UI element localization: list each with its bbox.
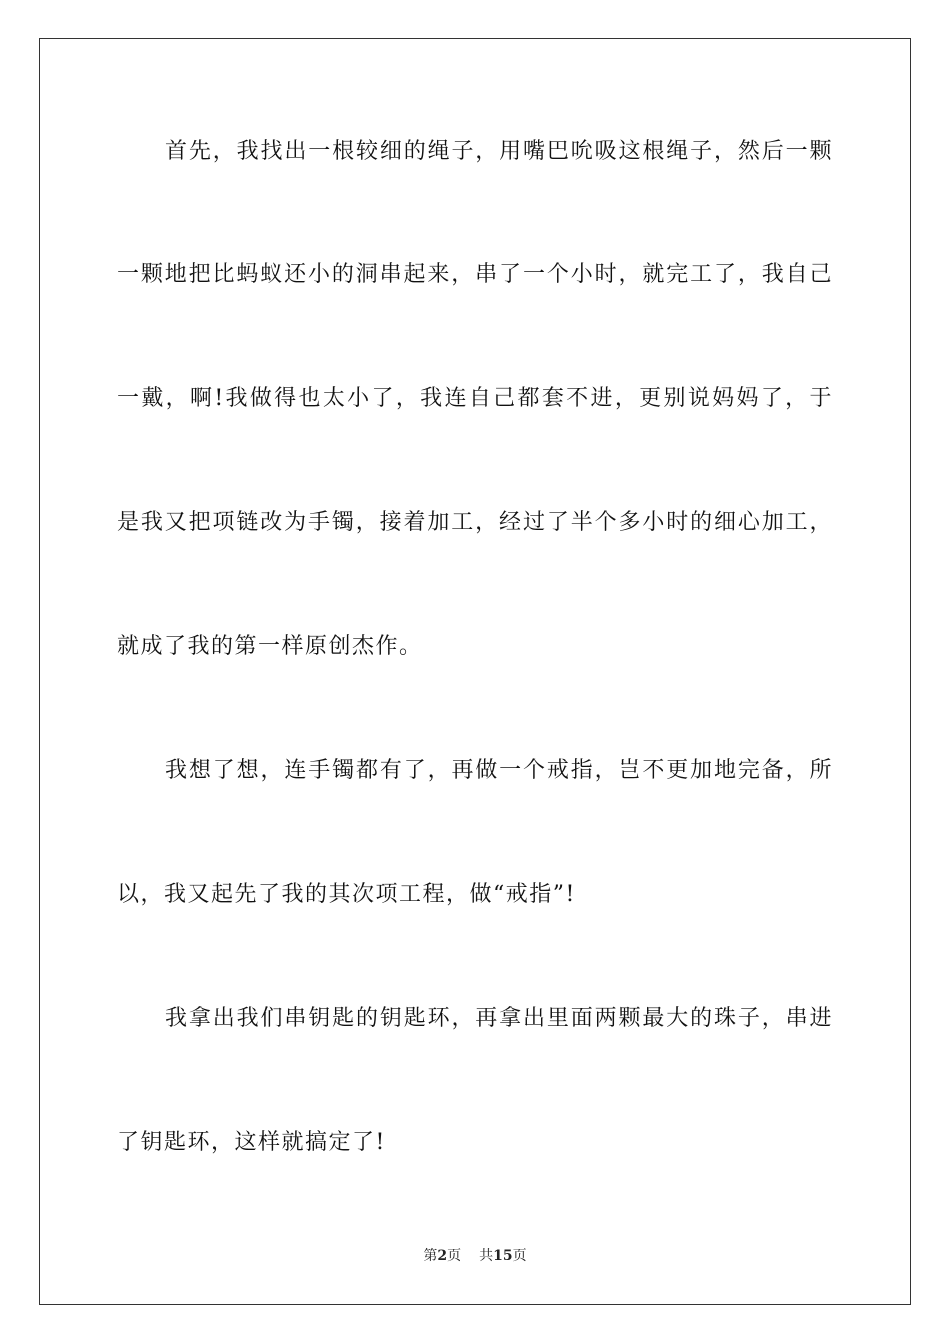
page-suffix: 页 xyxy=(447,1248,462,1264)
paragraph-1-line-3: 一戴，啊!我做得也太小了，我连自己都套不进，更别说妈妈了，于 xyxy=(117,386,833,411)
paragraph-1-line-4: 是我又把项链改为手镯，接着加工，经过了半个多小时的细心加工， xyxy=(117,510,833,535)
paragraph-2-line-2: 以，我又起先了我的其次项工程，做“戒指”! xyxy=(117,882,576,907)
total-prefix: 共 xyxy=(479,1248,494,1264)
paragraph-1-line-2: 一颗地把比蚂蚁还小的洞串起来，串了一个小时，就完工了，我自己 xyxy=(117,262,833,287)
paragraph-1-line-5: 就成了我的第一样原创杰作。 xyxy=(117,634,423,659)
page-border xyxy=(39,38,911,1305)
paragraph-3-line-2: 了钥匙环，这样就搞定了! xyxy=(117,1130,386,1155)
total-pages: 15 xyxy=(493,1248,513,1264)
page-number: 2 xyxy=(437,1248,448,1264)
paragraph-3-line-1: 我拿出我们串钥匙的钥匙环，再拿出里面两颗最大的珠子，串进 xyxy=(165,1006,833,1031)
page-prefix: 第 xyxy=(423,1248,438,1264)
total-suffix: 页 xyxy=(512,1248,527,1264)
page-footer xyxy=(0,1246,950,1266)
paragraph-2-line-1: 我想了想，连手镯都有了，再做一个戒指，岂不更加地完备，所 xyxy=(165,758,833,783)
paragraph-1-line-1: 首先，我找出一根较细的绳子，用嘴巴吮吸这根绳子，然后一颗 xyxy=(165,139,833,164)
